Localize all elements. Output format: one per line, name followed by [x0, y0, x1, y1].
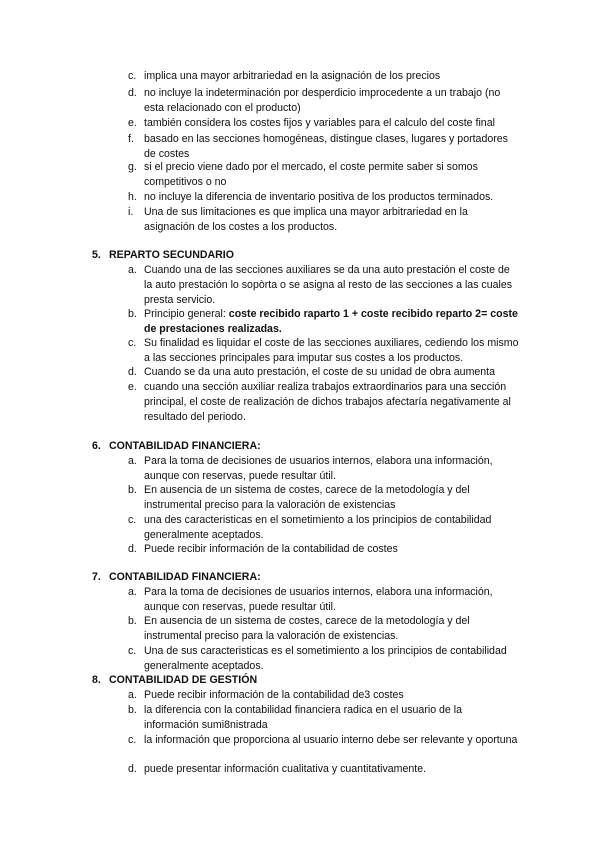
section-heading	[92, 440, 261, 453]
list-item-letter: b.	[128, 308, 137, 320]
list-item-letter: a.	[128, 689, 137, 701]
list-item-letter: a.	[128, 455, 137, 467]
list-item-text: En ausencia de un sistema de costes, carece de la metodología y del instrumental preciso para la valoración de existencias	[144, 484, 470, 511]
list-item-text	[144, 307, 519, 337]
list-item-letter: e.	[128, 117, 137, 129]
list-item-text: Para la toma de decisiones de usuarios internos, elabora una información, aunque con reservas, puede resultar útil.	[144, 455, 493, 482]
list-item-letter: c.	[128, 70, 137, 82]
list-item-text: Para la toma de decisiones de usuarios internos, elabora una información, aunque con reservas, puede resultar útil.	[144, 586, 493, 613]
list-item-letter: a.	[128, 586, 137, 598]
section-number: 5.	[92, 249, 101, 261]
list-item-letter: b.	[128, 615, 137, 627]
list-item-letter: d.	[128, 543, 137, 555]
list-item-text: si el precio viene dado por el mercado, el coste permite saber si somos competitivos o no	[144, 161, 478, 188]
list-item-text: Cuando se da una auto prestación, el coste de su unidad de obra aumenta	[144, 366, 496, 378]
list-item-text: también considera los costes fijos y variables para el calculo del coste final	[144, 117, 495, 129]
list-item-letter: c.	[128, 645, 137, 657]
list-item-text: En ausencia de un sistema de costes, carece de la metodología y del instrumental preciso para la valoración de existencias.	[144, 615, 470, 642]
list-item-text: Puede recibir información de la contabilidad de3 costes	[144, 689, 404, 701]
list-item-letter: b.	[128, 704, 137, 716]
section-title: REPARTO SECUNDARIO	[109, 249, 234, 261]
section-heading	[92, 571, 261, 584]
list-item-text: puede presentar información cualitativa y cuantitativamente.	[144, 763, 427, 775]
list-item-text: Una de sus limitaciones es que implica una mayor arbitrariedad en la asignación de los costes a los productos.	[144, 206, 468, 233]
list-item-text: una des caracteristicas en el sometimiento a los principios de contabilidad generalmente aceptados.	[144, 514, 492, 541]
list-item-letter: a.	[128, 264, 137, 276]
section-heading	[92, 674, 257, 687]
list-item-text: cuando una sección auxiliar realiza trabajos extraordinarios para una sección principal, el coste de realización de dichos trabajos afectaría negativamente al resultado del periodo.	[144, 381, 511, 423]
list-item-letter: f.	[128, 133, 134, 145]
list-item-text: no incluye la diferencia de inventario positiva de los productos terminados.	[144, 191, 494, 203]
list-item-text: implica una mayor arbitrariedad en la asignación de los precios	[144, 70, 441, 82]
section-title: CONTABILIDAD FINANCIERA:	[109, 571, 261, 583]
list-item-text: Cuando una de las secciones auxiliares se da una auto prestación el coste de la auto prestación lo sopòrta o se asigna al resto de las secciones a las cuales presta servicio.	[144, 264, 513, 306]
section-title: CONTABILIDAD FINANCIERA:	[109, 440, 261, 452]
list-item-letter: i.	[128, 206, 134, 218]
section-title: CONTABILIDAD DE GESTIÓN	[109, 674, 258, 686]
list-item-letter: e.	[128, 381, 137, 393]
list-item-letter: h.	[128, 191, 137, 203]
list-item-text: la diferencia con la contabilidad financiera radica en el usuario de la información sumi8nistrada	[144, 704, 463, 731]
list-item-letter: g.	[128, 161, 137, 173]
list-item-letter: c.	[128, 734, 137, 746]
list-item-text: basado en las secciones homogéneas, distingue clases, lugares y portadores de costes	[144, 133, 508, 160]
section-heading	[92, 249, 234, 262]
list-item-text: Su finalidad es liquidar el coste de las secciones auxiliares, cediendo los mismo a las secciones principales para imputar sus costes a los productos.	[144, 337, 519, 364]
list-item-letter: b.	[128, 484, 137, 496]
section-number: 6.	[92, 440, 101, 452]
list-item-letter: c.	[128, 337, 137, 349]
list-item-letter: c.	[128, 514, 137, 526]
list-item-text: Puede recibir información de la contabilidad de costes	[144, 543, 398, 555]
list-item-letter: d.	[128, 763, 137, 775]
list-item-text: no incluye la indeterminación por desperdicio improcedente a un trabajo (no esta relacionado con el producto)	[144, 87, 501, 114]
principle-formula: coste recibido raparto 1 + coste recibido reparto 2= coste de prestaciones realizadas.	[144, 308, 518, 335]
section-number: 8.	[92, 674, 101, 686]
list-item-letter: d.	[128, 87, 137, 99]
list-item-letter: d.	[128, 366, 137, 378]
list-item-text: la información que proporciona al usuario interno debe ser relevante y oportuna	[144, 734, 518, 746]
section-number: 7.	[92, 571, 101, 583]
list-item-text: Una de sus caracteristicas es el sometimiento a los principios de contabilidad generalmente aceptados.	[144, 645, 507, 672]
principle-label: Principio general:	[144, 308, 229, 320]
